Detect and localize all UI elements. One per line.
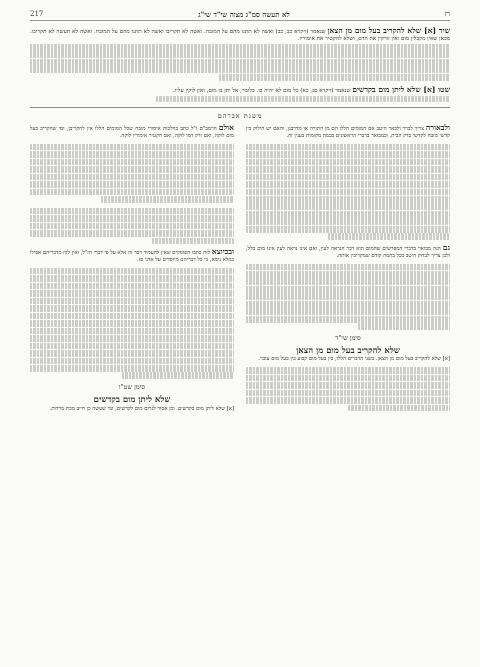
paragraph-lead: ולבאורה (425, 123, 450, 133)
text-line (30, 174, 234, 181)
text-line (246, 203, 450, 210)
text-line (358, 323, 450, 330)
text-line (30, 230, 234, 237)
text-line (30, 275, 234, 282)
text-line (30, 189, 234, 196)
text-line (30, 151, 234, 158)
paragraph (30, 249, 234, 263)
text-line (246, 226, 450, 233)
text-line (30, 328, 234, 335)
paragraph-lead: ובכיוצא (211, 247, 234, 257)
second-text-block (30, 86, 450, 103)
text-line (246, 308, 450, 315)
text-line (30, 290, 234, 297)
text-line (30, 181, 234, 188)
text-line (246, 375, 450, 382)
text-line (30, 320, 234, 327)
siman-title: שלא ליתן מום בקדשים (93, 394, 171, 405)
page-number-right: רז (444, 10, 450, 18)
text-line (30, 313, 234, 320)
text-line (30, 144, 234, 151)
text-line (246, 278, 450, 285)
paragraph-body: הנה מבואר בדברי המפרשים שהמום הוא דבר הנראה לעין, ואם אינו נראה לעין אינו מום כלל, ולכן צריך לבדוק היטב בכל בהמה קודם שמקריבין אותה. (246, 246, 450, 259)
paragraph (30, 125, 234, 139)
second-lead: שטו [א] שלא ליתן מום בקדשים (352, 84, 450, 94)
text-line (246, 144, 450, 151)
text-line (152, 238, 234, 245)
paragraph-lead: גם (442, 243, 450, 253)
text-line (30, 298, 234, 305)
siman-title: שלא להקריב בעל מום מן הצאן (296, 345, 400, 356)
text-line (246, 181, 450, 188)
left-column (30, 125, 234, 416)
text-line (246, 367, 450, 374)
paragraph (30, 406, 234, 413)
text-line (122, 372, 234, 379)
text-line (246, 218, 450, 225)
text-line (246, 316, 450, 323)
text-line (30, 343, 234, 350)
paragraph-lead: אולם (218, 123, 234, 133)
text-line (246, 264, 450, 271)
text-line (246, 151, 450, 158)
text-line (246, 397, 450, 404)
two-column-body (30, 125, 450, 416)
top-lead: שיר [א] שלא להקריב בעל מום מן הצאן (327, 26, 450, 35)
divider (30, 107, 450, 108)
second-body: שנאמר (ויקרא כב, כא) כל מום לא יהיה בו. כלומר, אל יתן בו מום, ואין לוקין עליו. (173, 87, 351, 94)
text-line (246, 301, 450, 308)
paragraph (246, 125, 450, 139)
text-line (156, 96, 450, 103)
paragraph (246, 245, 450, 259)
text-line (30, 283, 234, 290)
text-line (30, 335, 234, 342)
text-line (30, 365, 234, 372)
text-line (246, 159, 450, 166)
text-line (246, 286, 450, 293)
text-line (30, 215, 234, 222)
text-line (246, 271, 450, 278)
text-line (30, 305, 234, 312)
text-line (348, 405, 450, 412)
text-line (219, 74, 450, 81)
text-line (30, 166, 234, 173)
page-number-left: 217 (30, 10, 44, 18)
running-title: לא תעשה סמ"ג מצוה שי"ד שי"ג (198, 9, 290, 19)
text-line (246, 189, 450, 196)
text-line (246, 382, 450, 389)
text-line (30, 268, 234, 275)
text-line (246, 211, 450, 218)
text-line (101, 196, 234, 203)
text-line (30, 44, 450, 51)
top-body: שנאמר (ויקרא כב, כב) ואשה לא תתנו מהם על המזבח. ואשה לא תקריבו ואשה לא תתנו מהם על המזבח. ואשה לא תעשה לא תקריבו. מכאן שאין מקבלין מום ואין זורקין את הדם, ושלא להקטיר את אימוריו. (30, 29, 450, 43)
siman-label: סימן שי"ד (335, 334, 361, 343)
text-line (246, 293, 450, 300)
paragraph-body: לזה כתבו הפוסקים שאין להעמיד דבר זה אלא על פי דברי חז"ל, ואין לזוז מדבריהם אפילו כמלא נימא, כי כל דבריהם מיוסדים על אדני פז. (30, 250, 234, 263)
text-line (328, 233, 450, 240)
paragraph-body: [א] שלא ליתן מום בקדשים. וכן אסור לגרום מום לקדשים, ומי שעשה כן חייב מכת מרדות. (49, 405, 234, 412)
text-line (246, 174, 450, 181)
paragraph-body: [א] שלא להקריב בעל מום מן הצאן. בשני הדברים הללו, בין בעל מום קבוע בין בעל מום עובר. (258, 356, 450, 363)
text-line (30, 223, 234, 230)
text-line (30, 358, 234, 365)
top-text-block (30, 27, 450, 81)
paragraph-body: צריך לברר ולבאר היטב אם המומים הללו הם מן התורה או מדרבנן, והאם יש חילוק בין קדשי מזבח לקדשי בדק הבית, וכמבואר בדברי הראשונים בכמה מקומות בענין זה. (246, 126, 450, 139)
paragraph (246, 356, 450, 363)
paragraph-body: הרמב"ם ז"ל כתב בהלכות איסורי מזבח שכל המומים הללו אין להקריבן, ומי שהקריב בעל מום לוקה, ואם זרק דמו לוקה, ואם הקטיר אימוריו לוקה. (30, 126, 234, 139)
text-line (30, 350, 234, 357)
siman-label: סימן שט"ו (118, 383, 146, 392)
text-line (30, 159, 234, 166)
text-line (30, 208, 234, 215)
right-column (246, 125, 450, 416)
page-header (30, 8, 450, 21)
text-line (30, 51, 450, 58)
section-label: משנת אברהם (217, 112, 263, 121)
text-line (30, 59, 450, 66)
text-line (246, 166, 450, 173)
text-line (30, 66, 450, 73)
text-line (246, 196, 450, 203)
text-line (246, 390, 450, 397)
